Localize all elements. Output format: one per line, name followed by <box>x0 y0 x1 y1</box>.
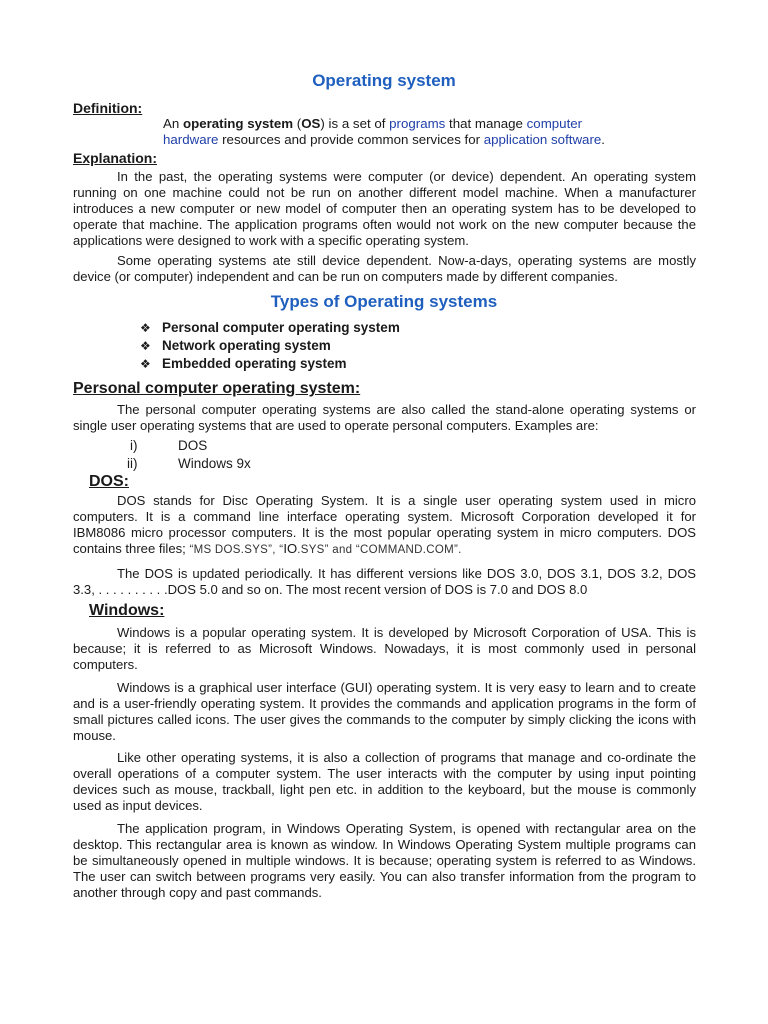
computer-link[interactable]: computer <box>526 116 583 131</box>
list-item <box>130 438 207 453</box>
definition-part: resources and provide common services for <box>218 132 484 147</box>
definition-part: An <box>163 116 183 131</box>
explanation-paragraph-1 <box>73 169 696 249</box>
explanation-text: In the past, the operating systems were computer (or device) dependent. An operating system running on one machine could not be run on another different model machine. When a manufacturer introduces a new computer or new model of computer then an operating system has to be developed to operate that machine. The application programs often would not work on the new computer because the applications were designed to work with a specific operating system. <box>73 169 696 248</box>
list-number: ii) <box>127 456 138 471</box>
pcos-text: The personal computer operating systems are also called the stand-alone operating systems or single user operating systems that are used to operate personal computers. Examples are: <box>73 402 696 433</box>
diamond-bullet-icon: ❖ <box>140 320 151 335</box>
programs-link[interactable]: programs <box>389 116 446 131</box>
windows-text: The application program, in Windows Operating System, is opened with rectangular area on the desktop. This rectangular area is known as window. In Windows Operating System multiple programs can be simultaneously opened in multiple windows. It is because; operating system is referred to as Windows. The user can switch between programs very easily. You can also transfer information from the program to another through copy and past commands. <box>73 821 696 900</box>
list-text: DOS <box>178 438 208 453</box>
page-title: Operating system <box>312 71 456 90</box>
definition-part: that manage <box>445 116 527 131</box>
hardware-link[interactable]: hardware <box>163 132 219 147</box>
types-item <box>140 320 400 335</box>
definition-label: Definition: <box>73 100 143 116</box>
list-item <box>127 456 251 471</box>
windows-text: Windows is a graphical user interface (GUI) operating system. It is very easy to learn and to create and is a user-friendly operating system. It provides the commands and application programs in the form of small pictures called icons. The user gives the commands to the computer by simply clicking the icons with mouse. <box>73 680 696 743</box>
types-item-label: Personal computer operating system <box>162 320 400 335</box>
windows-text: Windows is a popular operating system. It is developed by Microsoft Corporation of USA. This is because; it is referred to as Microsoft Windows. Nowadays, it is most commonly used in personal computers. <box>73 625 696 672</box>
dos-paragraph-1 <box>73 493 696 558</box>
definition-abbr: OS <box>301 116 321 131</box>
application-software-link[interactable]: application software <box>483 132 602 147</box>
types-item <box>140 356 347 371</box>
types-item <box>140 338 331 353</box>
definition-term: operating system <box>182 116 294 131</box>
dos-text: DOS stands for Disc Operating System. It is a single user operating system used in micro computers. It is a command line interface operating system. Microsoft Corporation developed it for IBM8086 micro processor computers. It is the most popular operating system in micro computers. DOS contains three files; <box>73 493 696 556</box>
definition-part: . <box>601 132 605 147</box>
explanation-text: Some operating systems ate still device dependent. Now-a-days, operating systems are mostly device (or computer) independent and can be run on computers made by different companies. <box>73 253 696 284</box>
list-text: Windows 9x <box>178 456 251 471</box>
dos-files: .SYS” and “COMMAND.COM”. <box>297 544 462 556</box>
diamond-bullet-icon: ❖ <box>140 356 151 371</box>
windows-text: Like other operating systems, it is also a collection of programs that manage and co-ordinate the overall operations of a computer system. The user interacts with the computer by using input pointing devices such as mouse, trackball, light pen etc. in addition to the keyboard, but the mouse is commonly used as input devices. <box>73 750 696 813</box>
windows-heading: Windows: <box>89 602 165 619</box>
windows-paragraph-2 <box>73 680 696 744</box>
dos-heading: DOS: <box>89 473 129 490</box>
pcos-paragraph <box>73 402 696 434</box>
types-title: Types of Operating systems <box>270 292 498 311</box>
dos-text: The DOS is updated periodically. It has different versions like DOS 3.0, DOS 3.1, DOS 3.2, DOS 3.3, . . . . . . . . . .DOS 5.0 and so on. The most recent version of DOS is 7.0 and DOS 8.0 <box>73 566 696 597</box>
types-item-label: Embedded operating system <box>162 356 347 371</box>
dos-files: “MS DOS.SYS”, “ <box>189 544 284 556</box>
windows-paragraph-3 <box>73 750 696 814</box>
list-number: i) <box>130 438 138 453</box>
dos-paragraph-2 <box>73 566 696 598</box>
types-item-label: Network operating system <box>162 338 331 353</box>
diamond-bullet-icon: ❖ <box>140 338 151 353</box>
definition-part: ) is a set of <box>320 116 390 131</box>
explanation-paragraph-2 <box>73 253 696 285</box>
explanation-label: Explanation: <box>73 150 158 166</box>
definition-text <box>163 116 633 148</box>
windows-paragraph-4 <box>73 821 696 901</box>
definition-part: ( <box>293 116 302 131</box>
pcos-heading: Personal computer operating system: <box>73 380 361 397</box>
dos-io: IO <box>283 541 298 556</box>
windows-paragraph-1 <box>73 625 696 673</box>
